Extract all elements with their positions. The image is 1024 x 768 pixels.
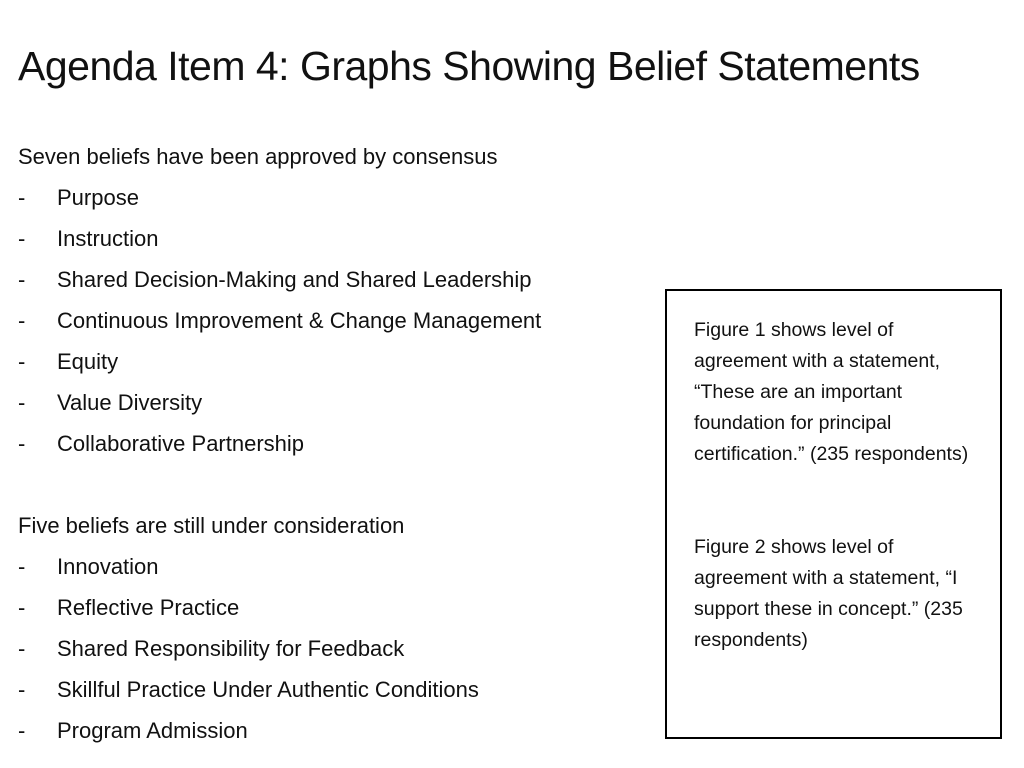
list-item-label: Continuous Improvement & Change Management [57, 308, 542, 333]
section-spacer [18, 464, 658, 505]
slide-title: Agenda Item 4: Graphs Showing Belief Statements [18, 43, 920, 89]
list-item [18, 628, 658, 669]
list-item [18, 341, 658, 382]
bullet-dash: - [18, 636, 26, 661]
list-item-label: Value Diversity [57, 390, 203, 415]
list-item-label: Shared Decision-Making and Shared Leadership [57, 267, 532, 292]
figure-2-note: Figure 2 shows level of agreement with a statement, “I support these in concept.” (235 respondents) [694, 536, 963, 651]
bullet-dash: - [18, 431, 26, 456]
belief-lists [18, 136, 658, 751]
bullet-dash: - [18, 595, 26, 620]
bullet-dash: - [18, 554, 26, 579]
list-item [18, 218, 658, 259]
list-item [18, 300, 658, 341]
list-item-label: Instruction [57, 226, 159, 251]
bullet-dash: - [18, 349, 26, 374]
figure-notes-box [665, 289, 1002, 739]
list-item-label: Skillful Practice Under Authentic Conditions [57, 677, 479, 702]
bullet-dash: - [18, 308, 26, 333]
list-item [18, 177, 658, 218]
list-item-label: Collaborative Partnership [57, 431, 305, 456]
approved-beliefs-list [18, 177, 658, 464]
bullet-dash: - [18, 267, 26, 292]
list-item [18, 382, 658, 423]
bullet-dash: - [18, 226, 26, 251]
list-item-label: Program Admission [57, 718, 248, 743]
list-item-label: Shared Responsibility for Feedback [57, 636, 405, 661]
list-item [18, 669, 658, 710]
list-item [18, 710, 658, 751]
pending-beliefs-list [18, 546, 658, 751]
bullet-dash: - [18, 390, 26, 415]
list-item-label: Equity [57, 349, 119, 374]
pending-beliefs-heading: Five beliefs are still under consideration [18, 513, 405, 538]
bullet-dash: - [18, 185, 26, 210]
list-item-label: Innovation [57, 554, 159, 579]
figure-1-note: Figure 1 shows level of agreement with a statement, “These are an important foundation for principal certification.” (235 respondents) [694, 319, 969, 465]
callout-spacer [694, 470, 986, 532]
list-item-label: Reflective Practice [57, 595, 240, 620]
list-item [18, 423, 658, 464]
list-item [18, 546, 658, 587]
approved-beliefs-heading: Seven beliefs have been approved by consensus [18, 144, 498, 169]
bullet-dash: - [18, 718, 26, 743]
bullet-dash: - [18, 677, 26, 702]
list-item [18, 587, 658, 628]
list-item [18, 259, 658, 300]
list-item-label: Purpose [57, 185, 139, 210]
